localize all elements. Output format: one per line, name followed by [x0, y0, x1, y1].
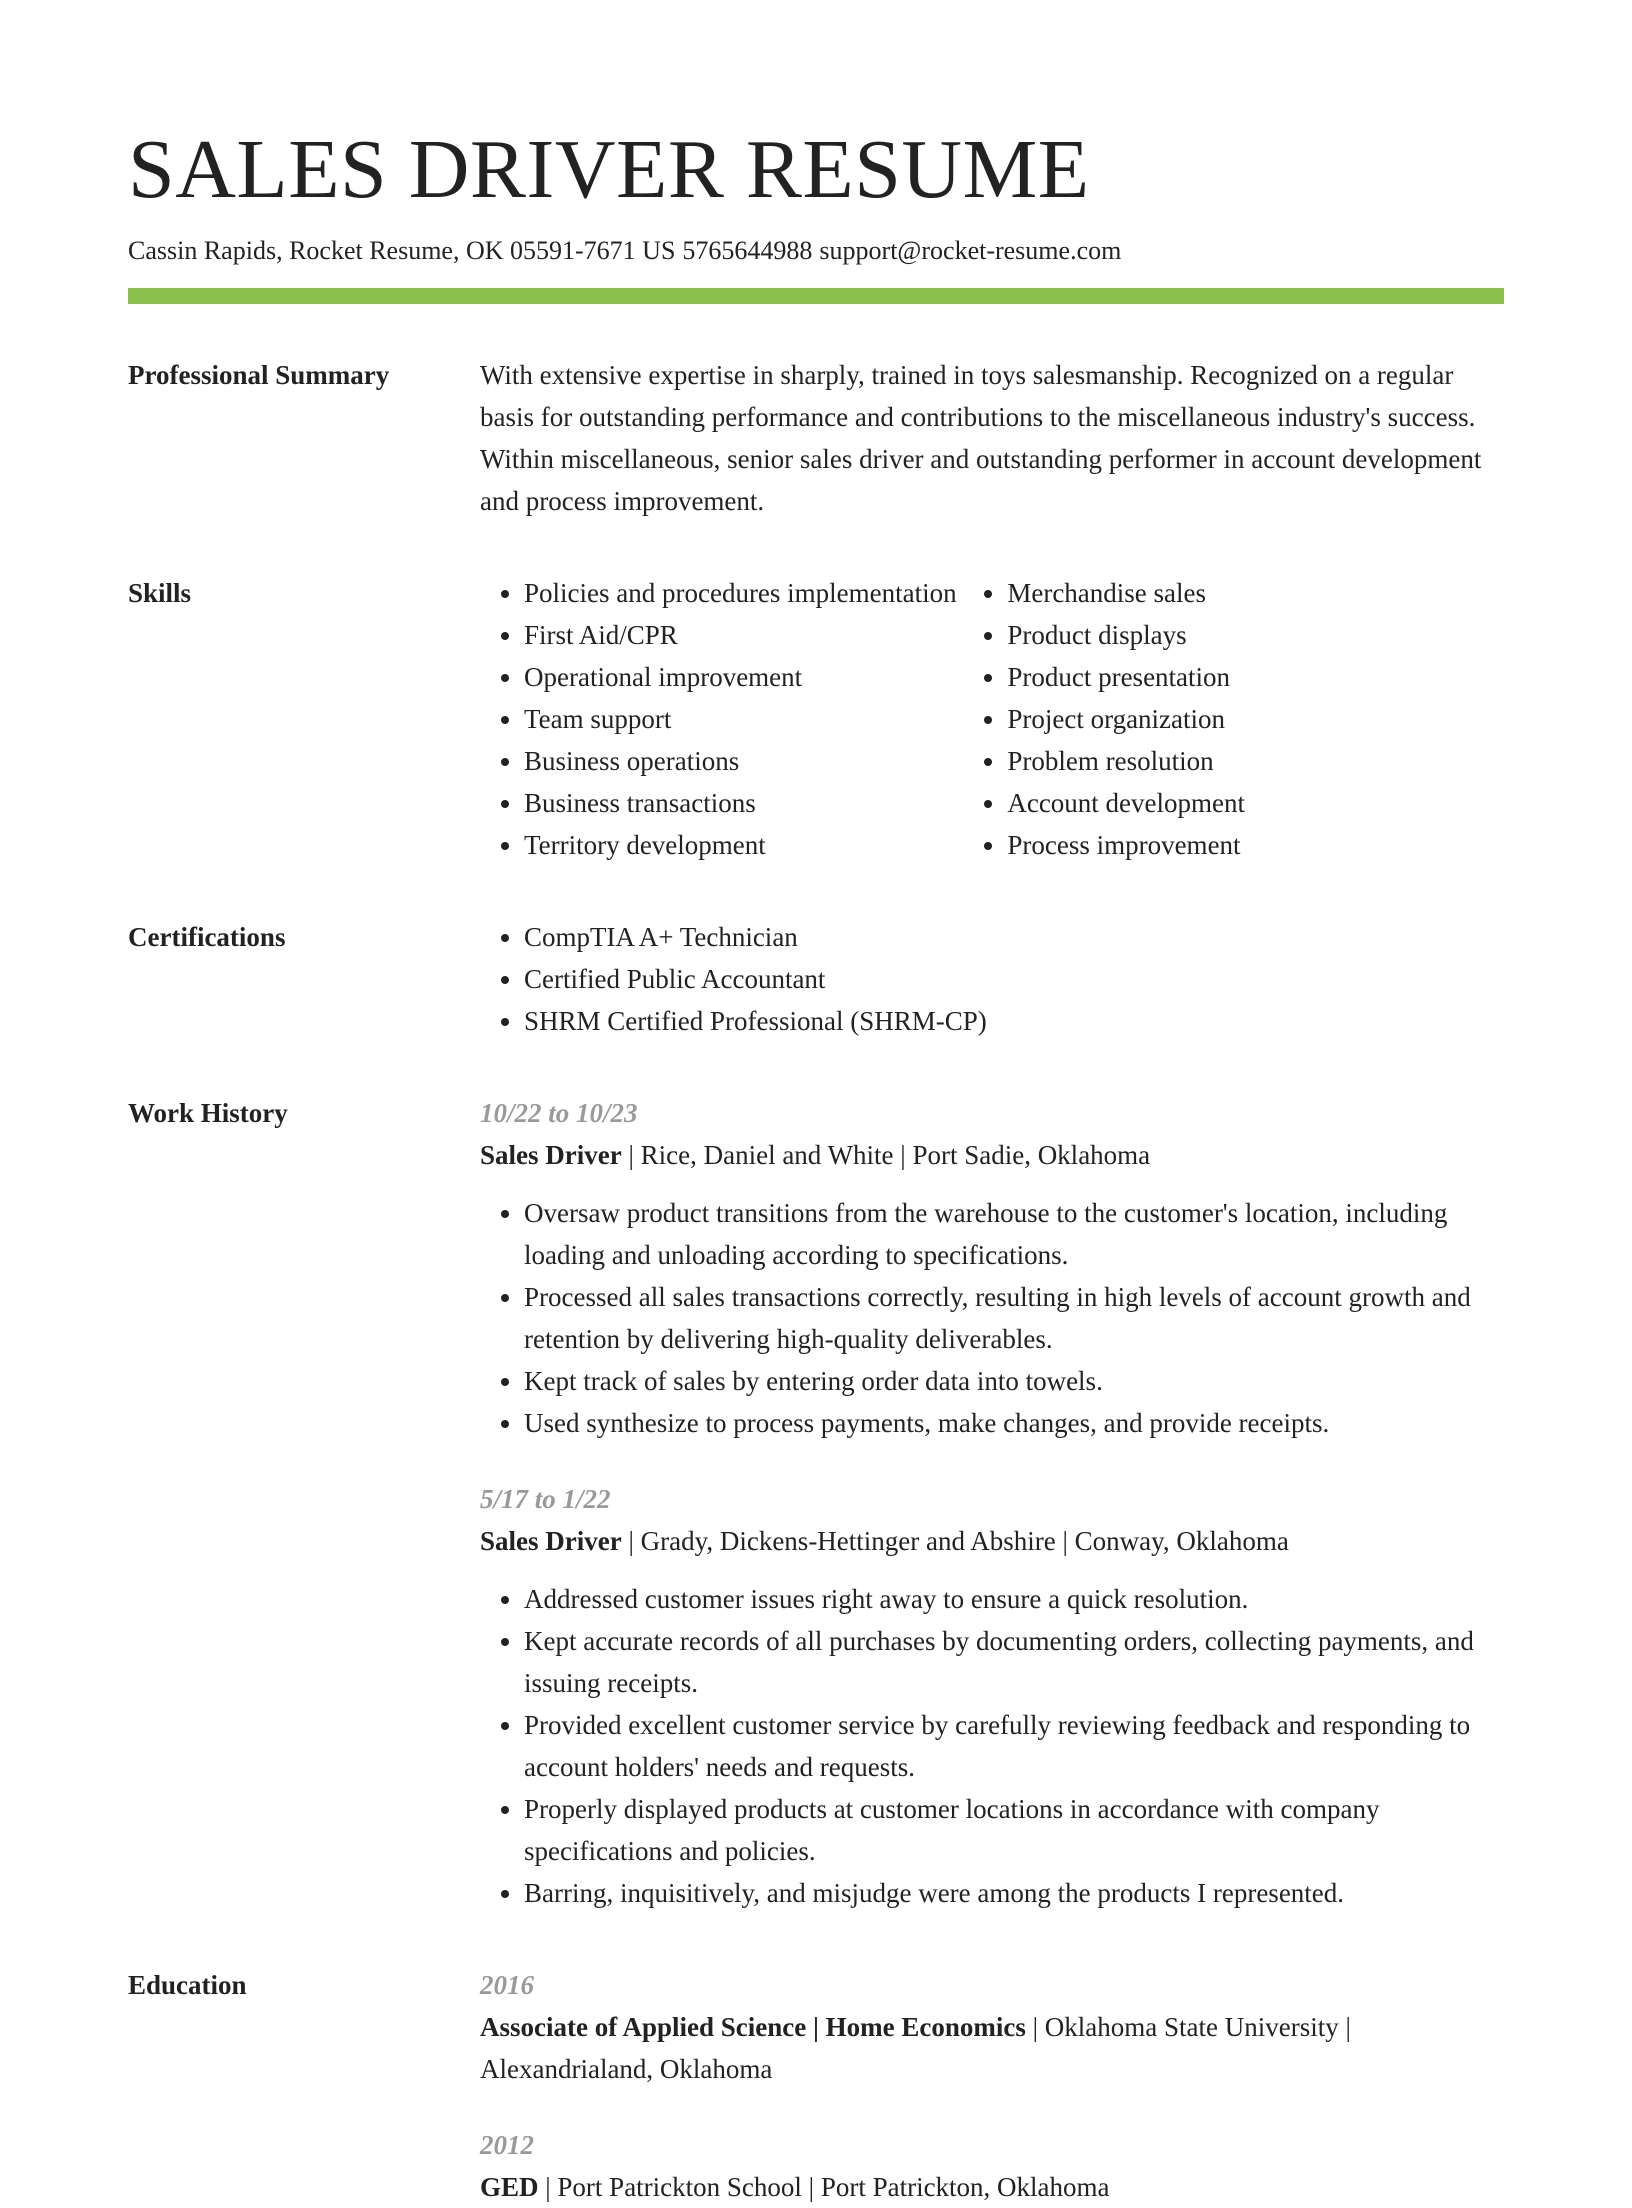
contact-address: Cassin Rapids, Rocket Resume, OK 05591-7671 US: [128, 236, 676, 265]
header-divider: [128, 288, 1504, 304]
summary-text: With extensive expertise in sharply, trained in toys salesmanship. Recognized on a regular basis for outstanding performance and contributions to the miscellaneous industry's success. Within miscellaneous, senior sales driver and outstanding performer in account development and process improvement.: [480, 360, 1482, 516]
job-bullet: • Processed all sales transactions correctly, resulting in high levels of account growth and retention by delivering high-quality deliverables.: [524, 1276, 1504, 1360]
skills-list-right: [963, 572, 1504, 866]
skill-item: • Territory development: [524, 824, 963, 866]
skill-item: • Product presentation: [1007, 656, 1504, 698]
resume-page: [128, 118, 1504, 2208]
job-heading: [480, 1520, 1504, 1562]
certifications-list: [480, 916, 1504, 1042]
job-bullet: • Used synthesize to process payments, make changes, and provide receipts.: [524, 1402, 1504, 1444]
section-label-work: Work History: [128, 1098, 288, 1128]
certification-item: • CompTIA A+ Technician: [524, 916, 1504, 958]
resume-title: SALES DRIVER RESUME: [128, 123, 1090, 216]
skill-item: • Business operations: [524, 740, 963, 782]
section-label-certifications: Certifications: [128, 922, 286, 952]
education-school: | Port Patrickton School | Port Patrickton, Oklahoma: [538, 2172, 1110, 2202]
job-employer: | Grady, Dickens-Hettinger and Abshire | Conway, Oklahoma: [621, 1526, 1289, 1556]
skill-item: • Account development: [1007, 782, 1504, 824]
contact-email: support@rocket-resume.com: [819, 236, 1122, 265]
job-bullet: • Addressed customer issues right away to ensure a quick resolution.: [524, 1578, 1504, 1620]
education-degree: GED: [480, 2172, 539, 2202]
certification-item: • Certified Public Accountant: [524, 958, 1504, 1000]
job-bullet: • Barring, inquisitively, and misjudge were among the products I represented.: [524, 1872, 1504, 1914]
skill-item: • Policies and procedures implementation: [524, 572, 963, 614]
skills-section: [128, 572, 1504, 866]
section-label-skills: Skills: [128, 578, 192, 608]
education-entry: [480, 1964, 1504, 2090]
job-bullet: • Kept accurate records of all purchases by documenting orders, collecting payments, and issuing receipts.: [524, 1620, 1504, 1704]
skill-item: • Process improvement: [1007, 824, 1504, 866]
skill-item: • Merchandise sales: [1007, 572, 1504, 614]
job-entry: [480, 1092, 1504, 1444]
skill-item: • Problem resolution: [1007, 740, 1504, 782]
contact-line: [128, 234, 1504, 268]
job-bullets: [480, 1192, 1504, 1444]
skill-item: • Team support: [524, 698, 963, 740]
skill-item: • Operational improvement: [524, 656, 963, 698]
job-bullet: • Kept track of sales by entering order data into towels.: [524, 1360, 1504, 1402]
section-label-summary: Professional Summary: [128, 360, 390, 390]
education-year: 2016: [480, 1970, 534, 2000]
summary-section: [128, 354, 1504, 522]
job-employer: | Rice, Daniel and White | Port Sadie, Oklahoma: [621, 1140, 1151, 1170]
job-bullet: • Oversaw product transitions from the warehouse to the customer's location, including loading and unloading according to specifications.: [524, 1192, 1504, 1276]
education-school: | Oklahoma State University | Alexandrialand, Oklahoma: [480, 2012, 1351, 2084]
job-title: Sales Driver: [480, 1526, 622, 1556]
skill-item: • First Aid/CPR: [524, 614, 963, 656]
education-section: [128, 1964, 1504, 2208]
education-year: 2012: [480, 2130, 534, 2160]
job-date: 5/17 to 1/22: [480, 1484, 611, 1514]
job-title: Sales Driver: [480, 1140, 622, 1170]
skill-item: • Project organization: [1007, 698, 1504, 740]
job-bullet: • Provided excellent customer service by carefully reviewing feedback and responding to account holders' needs and requests.: [524, 1704, 1504, 1788]
job-bullets: [480, 1578, 1504, 1914]
work-history-section: [128, 1092, 1504, 1914]
education-entry: [480, 2124, 1504, 2208]
skills-list-left: [480, 572, 963, 866]
job-heading: [480, 1134, 1504, 1176]
education-heading: [480, 2006, 1504, 2090]
education-degree: Associate of Applied Science | Home Economics: [480, 2012, 1026, 2042]
job-bullet: • Properly displayed products at customer locations in accordance with company specifications and policies.: [524, 1788, 1504, 1872]
skill-item: • Product displays: [1007, 614, 1504, 656]
skill-item: • Business transactions: [524, 782, 963, 824]
certifications-section: [128, 916, 1504, 1042]
section-label-education: Education: [128, 1970, 247, 2000]
education-heading: [480, 2166, 1504, 2208]
job-date: 10/22 to 10/23: [480, 1098, 638, 1128]
job-entry: [480, 1478, 1504, 1914]
contact-phone: 5765644988: [682, 236, 813, 265]
certification-item: • SHRM Certified Professional (SHRM-CP): [524, 1000, 1504, 1042]
